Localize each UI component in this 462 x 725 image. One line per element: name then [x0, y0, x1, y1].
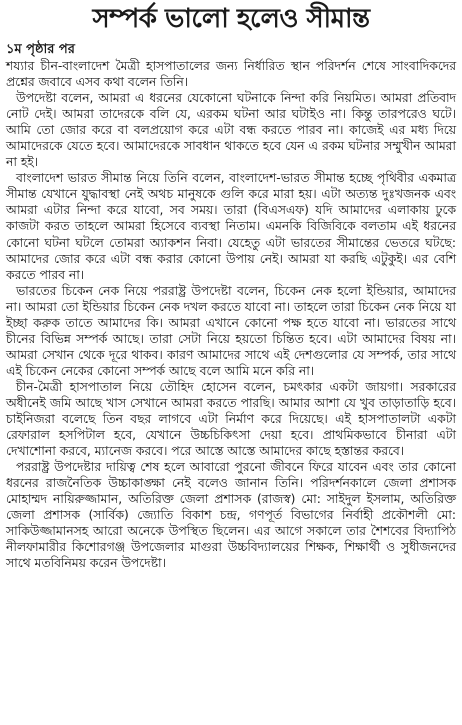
article-paragraph: উপদেষ্টা বলেন, আমরা এ ধরনের যেকোনো ঘটনাকে নিন্দা করি নিয়মিত। আমরা প্রতিবাদ নোট দেই। আমরা তাদেরকে বলি যে, এরকম ঘটনা আর ঘটাইও না। কিন্তু তারপরেও ঘটে। আমি তো জোর করে বা বলপ্রয়োগ করে এটা বন্ধ করতে পারব না। কাজেই এর মধ্য দিয়ে আমাদেরকে যেতে হবে। আমাদেরকে সাবধান থাকতে হবে যেন এ রকম ঘটনার সম্মুখীন আমরা না হই। [6, 91, 456, 170]
article-paragraph: শয্যার চীন-বাংলাদেশ মৈত্রী হাসপাতালের জন্য নির্ধারিত স্থান পরিদর্শন শেষে সাংবাদিকদের প্রশ্নের জবাবে এসব কথা বলেন তিনি। [6, 59, 456, 90]
article-paragraph: বাংলাদেশ ভারত সীমান্ত নিয়ে তিনি বলেন, বাংলাদেশ-ভারত সীমান্ত হচ্ছে পৃথিবীর একমাত্র সীমান্ত যেখানে যুদ্ধাবস্থা নেই অথচ মানুষকে গুলি করে মারা হয়। এটা অত্যন্ত দুঃখজনক এবং আমরা এটার নিন্দা করে যাবো, সব সময়। তারা (বিএসএফ) যদি আমাদের এলাকায় ঢুকে কাজটা করত তাহলে আমরা হিসেবে ব্যবস্থা নিতাম। এমনকি বিজিবিকে বলতাম এই ধরনের কোনো ঘটনা ঘটলে তোমরা অ্যাকশন নিবা। যেহেতু এটা ভারতের সীমান্তের ভেতরে ঘটছে: আমাদের জোর করে এটা বন্ধ করার কোনো উপায় নেই। আমরা যা করছি এটুকুই। এর বেশি করতে পারব না। [6, 171, 456, 282]
article-paragraph: ভারতের চিকেন নেক নিয়ে পররাষ্ট্র উপদেষ্টা বলেন, চিকেন নেক হলো ইন্ডিয়ার, আমাদের না। আমরা তো ইন্ডিয়ার চিকেন নেক দখল করতে যাবো না। তাহলে তারা চিকেন নেক নিয়ে যা ইচ্ছা করুক তাতে আমাদের কি। আমরা এখানে কোনো পক্ষ হতে যাবো না। ভারতের সাথে চীনের বিভিন্ন সম্পর্ক আছে। তারা সেটা নিয়ে হয়তো চিন্তিত হবে। এটা আমাদের বিষয় না। আমরা সেখান থেকে দূরে থাকব। কারণ আমাদের সাথে এই দেশগুলোর যে সম্পর্ক, তার সাথে এই চিকেন নেকের কোনো সম্পর্ক আছে বলে আমি মনে করি না। [6, 283, 456, 378]
article-paragraph: পররাষ্ট্র উপদেষ্টার দায়িত্ব শেষ হলে আবারো পুরনো জীবনে ফিরে যাবেন এবং তার কোনো ধরনের রাজনৈতিক উচ্চাকাঙ্ক্ষা নেই বলেও জানান তিনি। পরিদর্শনকালে জেলা প্রশাসক মোহাম্মদ নায়িরুজ্জামান, অতিরিক্ত জেলা প্রশাসক (রাজস্ব) মো: সাইদুল ইসলাম, অতিরিক্ত জেলা প্রশাসক (সার্বিক) জ্যোতি বিকাশ চন্দ্র, গণপূর্ত বিভাগের নির্বাহী প্রকৌশলী মো: সাকিউজ্জামানসহ আরো অনেকে উপস্থিত ছিলেন। এর আগে সকালে তার শৈশবের বিদ্যাপিঠ নীলফামারীর কিশোরগঞ্জ উপজেলার মাগুরা উচ্চবিদ্যালয়ের শিক্ষক, শিক্ষার্থী ও সুধীজনদের সাথে মতবিনিময় করেন উপদেষ্টা। [6, 460, 456, 571]
headline: সম্পর্ক ভালো হলেও সীমান্ত [92, 4, 370, 34]
article-paragraph: চীন-মৈত্রী হাসপাতাল নিয়ে তৌহিদ হোসেন বলেন, চমৎকার একটা জায়গা। সরকারের অধীনেই জমি আছে খাস সেখানে আমরা করতে পারছি। আমার আশা যে খুব তাড়াতাড়ি হবে। চাইনিজরা বলেছে তিন বছর লাগবে এটা নির্মাণ করে দিয়েছে। এই হাসপাতালটা একটা রেফারাল হসপিটাল হবে, যেখানে উচ্চচিকিৎসা দেয়া হবে। প্রাথমিকভাবে চীনারা এটা দেখাশোনা করবে, ম্যানেজ করবে। পরে আস্তে আস্তে আমাদের কাছে হস্তান্তর করবে। [6, 379, 456, 459]
continuation-label: ১ম পৃষ্ঠার পর [6, 42, 75, 57]
